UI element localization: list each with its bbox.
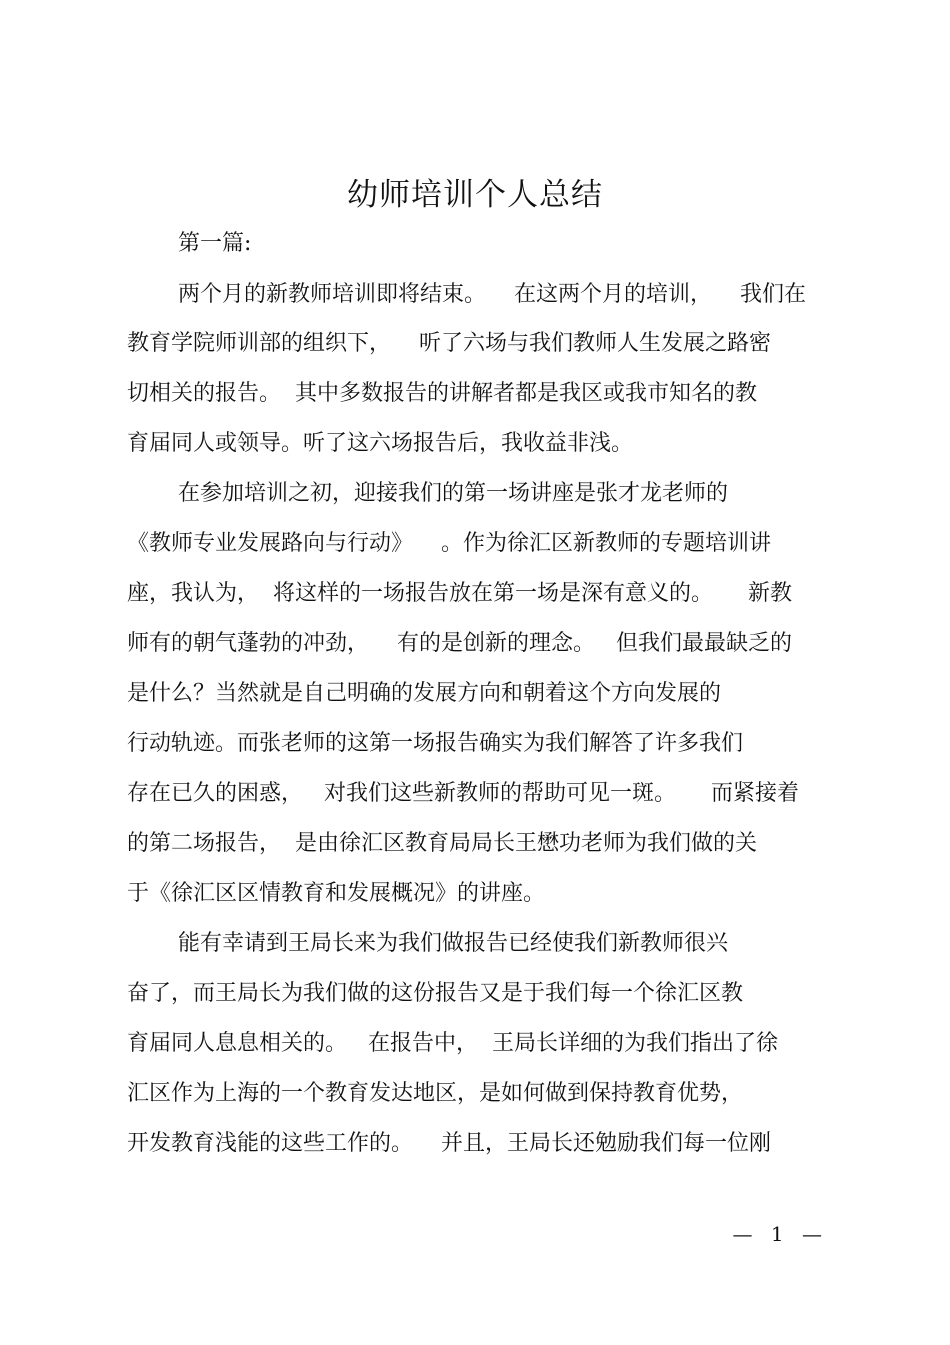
paragraph-line: 切相关的报告。 其中多数报告的讲解者都是我区或我市知名的教 (127, 381, 757, 406)
paragraph-line: 育届同人息息相关的。 在报告中， 王局长详细的为我们指出了徐 (127, 1031, 778, 1056)
paragraph-line: 能有幸请到王局长来为我们做报告已经使我们新教师很兴 (178, 931, 729, 956)
paragraph-line: 在参加培训之初，迎接我们的第一场讲座是张才龙老师的 (178, 481, 729, 506)
paragraph-line: 教育学院师训部的组织下， 听了六场与我们教师人生发展之路密 (127, 331, 771, 356)
paragraph-line: 存在已久的困惑， 对我们这些新教师的帮助可见一斑。 而紧接着 (127, 781, 799, 806)
paragraph-line: 开发教育浅能的这些工作的。 并且，王局长还勉励我们每一位刚 (127, 1131, 771, 1156)
paragraph-line: 育届同人或领导。听了这六场报告后，我收益非浅。 (127, 431, 634, 456)
section-label: 第一篇: (178, 231, 252, 256)
paragraph-line: 行动轨迹。而张老师的这第一场报告确实为我们解答了许多我们 (127, 731, 744, 756)
document-title: 幼师培训个人总结 (347, 177, 603, 213)
paragraph-line: 是什么？当然就是自己明确的发展方向和朝着这个方向发展的 (127, 681, 722, 706)
paragraph-line: 的第二场报告， 是由徐汇区教育局局长王懋功老师为我们做的关 (127, 831, 757, 856)
paragraph-line: 汇区作为上海的一个教育发达地区，是如何做到保持教育优势， (127, 1081, 744, 1106)
paragraph-line: 《教师专业发展路向与行动》 。作为徐汇区新教师的专题培训讲 (127, 531, 771, 556)
paragraph-line: 两个月的新教师培训即将结束。 在这两个月的培训， 我们在 (178, 282, 806, 307)
paragraph-line: 座，我认为， 将这样的一场报告放在第一场是深有意义的。 新教 (127, 581, 792, 606)
paragraph-line: 师有的朝气蓬勃的冲劲， 有的是创新的理念。 但我们最最缺乏的 (127, 631, 792, 656)
paragraph-line: 奋了，而王局长为我们做的这份报告又是于我们每一个徐汇区教 (127, 981, 744, 1006)
page-number: — 1 — (732, 1222, 828, 1246)
paragraph-line: 于《徐汇区区情教育和发展概况》的讲座。 (127, 881, 546, 906)
